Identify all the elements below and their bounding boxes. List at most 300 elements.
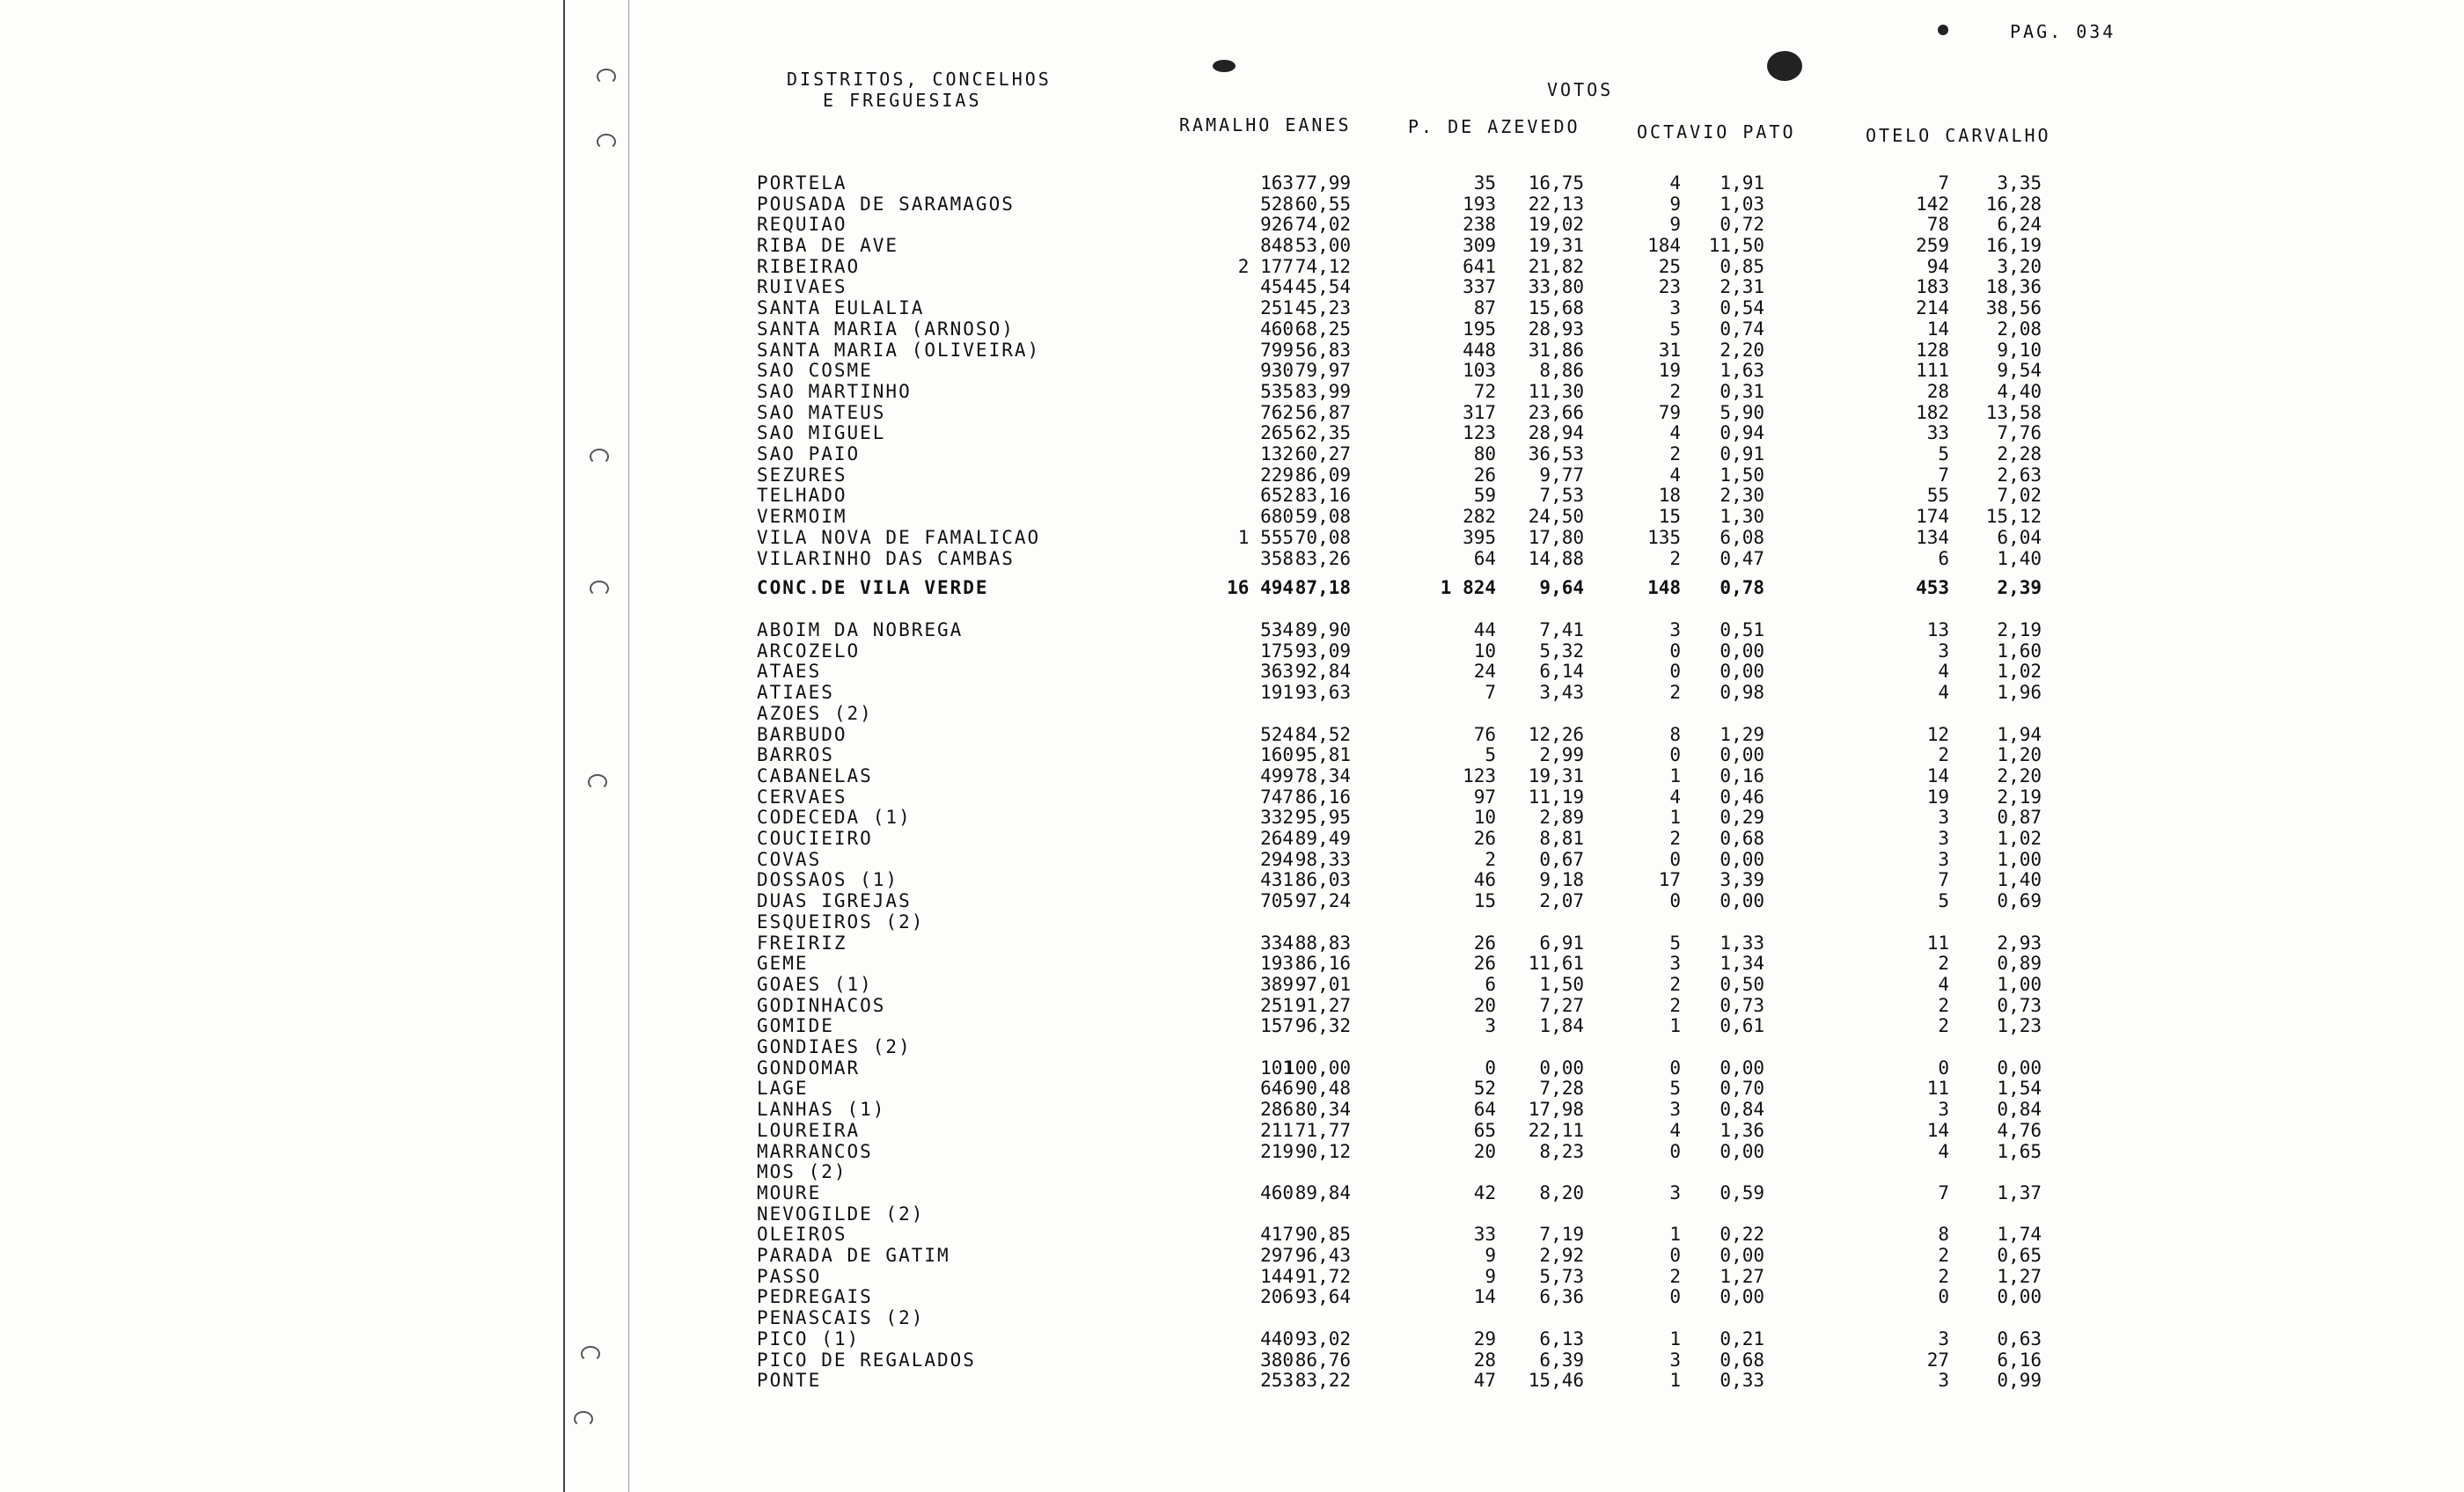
otelo-carvalho-votes: 3: [1938, 640, 1949, 662]
ramalho-eanes-votes: 762: [1260, 402, 1294, 423]
octavio-pato-votes: 2: [1669, 682, 1681, 703]
azevedo-percent: 14,88: [1528, 548, 1584, 569]
otelo-carvalho-percent: 9,10: [1997, 340, 2042, 361]
octavio-pato-votes: 0: [1669, 640, 1681, 662]
table-row: [0, 1349, 2464, 1371]
octavio-pato-percent: 0,22: [1720, 1224, 1764, 1245]
ramalho-eanes-percent: 78,34: [1294, 765, 1351, 786]
azevedo-votes: 42: [1473, 1182, 1496, 1203]
freguesia-name: VERMOIM: [757, 506, 847, 527]
octavio-pato-percent: 1,63: [1720, 360, 1764, 381]
azevedo-votes: 395: [1463, 527, 1496, 548]
otelo-carvalho-votes: 182: [1916, 402, 1949, 423]
azevedo-percent: 0,67: [1539, 849, 1584, 870]
header-ramalho-eanes: RAMALHO EANES: [1179, 114, 1352, 135]
freguesia-name: GONDIAES (2): [757, 1036, 912, 1057]
freguesia-name: ATIAES: [757, 682, 834, 703]
azevedo-votes: 65: [1473, 1120, 1496, 1141]
azevedo-percent: 7,41: [1539, 619, 1584, 640]
octavio-pato-votes: 31: [1658, 340, 1681, 361]
ramalho-eanes-percent: 90,85: [1294, 1224, 1351, 1245]
otelo-carvalho-percent: 1,40: [1997, 869, 2042, 890]
azevedo-percent: 17,98: [1528, 1099, 1584, 1120]
azevedo-percent: 7,53: [1539, 485, 1584, 506]
otelo-carvalho-percent: 0,69: [1997, 890, 2042, 911]
freguesia-name: ABOIM DA NOBREGA: [757, 619, 964, 640]
azevedo-percent: 21,82: [1528, 256, 1584, 277]
otelo-carvalho-votes: 11: [1926, 1078, 1949, 1099]
azevedo-votes: 448: [1463, 340, 1496, 361]
azevedo-votes: 193: [1463, 194, 1496, 215]
ramalho-eanes-percent: 93,02: [1294, 1328, 1351, 1349]
azevedo-votes: 641: [1463, 256, 1496, 277]
ramalho-eanes-votes: 193: [1260, 953, 1294, 974]
freguesia-name: SAO MATEUS: [757, 402, 886, 423]
azevedo-percent: 2,89: [1539, 807, 1584, 828]
octavio-pato-votes: 2: [1669, 995, 1681, 1016]
freguesia-name: VILARINHO DAS CAMBAS: [757, 548, 1015, 569]
otelo-carvalho-percent: 2,19: [1997, 619, 2042, 640]
freguesia-name: ESQUEIROS (2): [757, 911, 925, 933]
otelo-carvalho-percent: 3,35: [1997, 172, 2042, 194]
punch-hole: [597, 69, 616, 84]
freguesia-name: SANTA MARIA (ARNOSO): [757, 318, 1015, 340]
ramalho-eanes-percent: 87,18: [1294, 577, 1351, 598]
otelo-carvalho-votes: 2: [1938, 1015, 1949, 1036]
table-row: [0, 276, 2464, 297]
ramalho-eanes-percent: 79,97: [1294, 360, 1351, 381]
azevedo-percent: 12,26: [1528, 724, 1584, 745]
azevedo-votes: 52: [1473, 1078, 1496, 1099]
azevedo-percent: 2,07: [1539, 890, 1584, 911]
azevedo-votes: 72: [1473, 381, 1496, 402]
table-row: [0, 1245, 2464, 1266]
table-row: [0, 1057, 2464, 1079]
freguesia-name: PORTELA: [757, 172, 847, 194]
table-row: [0, 1036, 2464, 1057]
otelo-carvalho-percent: 0,73: [1997, 995, 2042, 1016]
otelo-carvalho-percent: 6,24: [1997, 214, 2042, 235]
ramalho-eanes-votes: 926: [1260, 214, 1294, 235]
ramalho-eanes-percent: 86,16: [1294, 953, 1351, 974]
otelo-carvalho-percent: 1,00: [1997, 974, 2042, 995]
octavio-pato-votes: 4: [1669, 1120, 1681, 1141]
ramalho-eanes-percent: 56,87: [1294, 402, 1351, 423]
ramalho-eanes-percent: 59,08: [1294, 506, 1351, 527]
otelo-carvalho-percent: 1,37: [1997, 1182, 2042, 1203]
otelo-carvalho-percent: 9,54: [1997, 360, 2042, 381]
octavio-pato-votes: 2: [1669, 443, 1681, 464]
table-row: [0, 1120, 2464, 1141]
otelo-carvalho-votes: 2: [1938, 995, 1949, 1016]
octavio-pato-percent: 0,21: [1720, 1328, 1764, 1349]
ramalho-eanes-votes: 219: [1260, 1141, 1294, 1162]
ramalho-eanes-percent: 89,49: [1294, 828, 1351, 849]
table-row: [0, 1370, 2464, 1391]
otelo-carvalho-votes: 128: [1916, 340, 1949, 361]
octavio-pato-percent: 3,39: [1720, 869, 1764, 890]
otelo-carvalho-votes: 111: [1916, 360, 1949, 381]
otelo-carvalho-percent: 0,00: [1997, 1286, 2042, 1307]
freguesia-name: GOAES (1): [757, 974, 873, 995]
ramalho-eanes-votes: 265: [1260, 422, 1294, 443]
otelo-carvalho-percent: 0,84: [1997, 1099, 2042, 1120]
azevedo-percent: 15,46: [1528, 1370, 1584, 1391]
freguesia-name: ARCOZELO: [757, 640, 861, 662]
ramalho-eanes-votes: 251: [1260, 995, 1294, 1016]
octavio-pato-percent: 0,85: [1720, 256, 1764, 277]
freguesia-name: GEME: [757, 953, 809, 974]
freguesia-name: DOSSAOS (1): [757, 869, 899, 890]
ramalho-eanes-votes: 157: [1260, 1015, 1294, 1036]
octavio-pato-percent: 0,54: [1720, 297, 1764, 318]
octavio-pato-percent: 0,00: [1720, 1057, 1764, 1079]
table-row: [0, 1286, 2464, 1307]
octavio-pato-percent: 0,91: [1720, 443, 1764, 464]
table-row: [0, 1328, 2464, 1349]
table-row: [0, 527, 2464, 548]
octavio-pato-votes: 2: [1669, 548, 1681, 569]
table-row: [0, 172, 2464, 194]
freguesia-name: REQUIAO: [757, 214, 847, 235]
azevedo-votes: 1 824: [1440, 577, 1496, 598]
octavio-pato-percent: 0,70: [1720, 1078, 1764, 1099]
otelo-carvalho-votes: 7: [1938, 869, 1949, 890]
ramalho-eanes-percent: 86,16: [1294, 786, 1351, 808]
otelo-carvalho-percent: 0,87: [1997, 807, 2042, 828]
octavio-pato-percent: 0,16: [1720, 765, 1764, 786]
ramalho-eanes-percent: 71,77: [1294, 1120, 1351, 1141]
azevedo-percent: 0,00: [1539, 1057, 1584, 1079]
freguesia-name: RIBEIRAO: [757, 256, 861, 277]
octavio-pato-percent: 6,08: [1720, 527, 1764, 548]
otelo-carvalho-percent: 2,28: [1997, 443, 2042, 464]
freguesia-name: RUIVAES: [757, 276, 847, 297]
otelo-carvalho-percent: 18,36: [1985, 276, 2042, 297]
octavio-pato-percent: 0,00: [1720, 1141, 1764, 1162]
octavio-pato-percent: 0,68: [1720, 1349, 1764, 1371]
ink-blot: [1767, 51, 1802, 81]
azevedo-votes: 10: [1473, 807, 1496, 828]
otelo-carvalho-percent: 6,04: [1997, 527, 2042, 548]
table-row: [0, 422, 2464, 443]
octavio-pato-votes: 1: [1669, 1224, 1681, 1245]
octavio-pato-percent: 0,46: [1720, 786, 1764, 808]
ink-dot: [1938, 25, 1948, 35]
octavio-pato-votes: 0: [1669, 849, 1681, 870]
octavio-pato-percent: 0,00: [1720, 640, 1764, 662]
azevedo-votes: 123: [1463, 422, 1496, 443]
freguesia-name: NEVOGILDE (2): [757, 1203, 925, 1225]
octavio-pato-votes: 3: [1669, 1182, 1681, 1203]
ramalho-eanes-votes: 680: [1260, 506, 1294, 527]
ramalho-eanes-percent: 60,55: [1294, 194, 1351, 215]
octavio-pato-percent: 0,50: [1720, 974, 1764, 995]
ramalho-eanes-votes: 389: [1260, 974, 1294, 995]
otelo-carvalho-percent: 7,02: [1997, 485, 2042, 506]
table-row: [0, 911, 2464, 933]
otelo-carvalho-percent: 15,12: [1985, 506, 2042, 527]
octavio-pato-votes: 25: [1658, 256, 1681, 277]
ramalho-eanes-votes: 132: [1260, 443, 1294, 464]
header-left-line2: E FREGUESIAS: [823, 90, 982, 111]
azevedo-votes: 64: [1473, 548, 1496, 569]
octavio-pato-percent: 0,78: [1720, 577, 1764, 598]
table-row: [0, 786, 2464, 808]
otelo-carvalho-votes: 259: [1916, 235, 1949, 256]
ramalho-eanes-percent: 83,16: [1294, 485, 1351, 506]
freguesia-name: BARROS: [757, 744, 834, 765]
azevedo-votes: 29: [1473, 1328, 1496, 1349]
azevedo-percent: 2,99: [1539, 744, 1584, 765]
octavio-pato-percent: 0,00: [1720, 661, 1764, 682]
azevedo-votes: 15: [1473, 890, 1496, 911]
otelo-carvalho-votes: 55: [1926, 485, 1949, 506]
table-row: [0, 1078, 2464, 1099]
octavio-pato-percent: 0,00: [1720, 1286, 1764, 1307]
page-label: PAG. 034: [2010, 21, 2116, 42]
azevedo-votes: 123: [1463, 765, 1496, 786]
ramalho-eanes-percent: 83,22: [1294, 1370, 1351, 1391]
table-row: [0, 443, 2464, 464]
otelo-carvalho-votes: 4: [1938, 974, 1949, 995]
otelo-carvalho-percent: 7,76: [1997, 422, 2042, 443]
octavio-pato-percent: 1,33: [1720, 933, 1764, 954]
otelo-carvalho-votes: 3: [1938, 807, 1949, 828]
ramalho-eanes-votes: 431: [1260, 869, 1294, 890]
octavio-pato-percent: 0,84: [1720, 1099, 1764, 1120]
ramalho-eanes-percent: 89,90: [1294, 619, 1351, 640]
azevedo-votes: 9: [1485, 1245, 1496, 1266]
azevedo-votes: 76: [1473, 724, 1496, 745]
otelo-carvalho-votes: 7: [1938, 464, 1949, 486]
table-row: [0, 194, 2464, 215]
otelo-carvalho-votes: 2: [1938, 953, 1949, 974]
azevedo-percent: 11,61: [1528, 953, 1584, 974]
otelo-carvalho-percent: 1,94: [1997, 724, 2042, 745]
freguesia-name: DUAS IGREJAS: [757, 890, 912, 911]
ramalho-eanes-percent: 77,99: [1294, 172, 1351, 194]
ramalho-eanes-votes: 460: [1260, 1182, 1294, 1203]
otelo-carvalho-votes: 453: [1916, 577, 1949, 598]
azevedo-percent: 5,73: [1539, 1266, 1584, 1287]
octavio-pato-votes: 9: [1669, 214, 1681, 235]
otelo-carvalho-votes: 174: [1916, 506, 1949, 527]
octavio-pato-percent: 1,91: [1720, 172, 1764, 194]
ramalho-eanes-votes: 2 177: [1237, 256, 1294, 277]
octavio-pato-votes: 15: [1658, 506, 1681, 527]
freguesia-name: GONDOMAR: [757, 1057, 861, 1079]
header-votos: VOTOS: [1547, 79, 1614, 100]
octavio-pato-votes: 5: [1669, 1078, 1681, 1099]
octavio-pato-percent: 0,33: [1720, 1370, 1764, 1391]
otelo-carvalho-percent: 13,58: [1985, 402, 2042, 423]
otelo-carvalho-percent: 1,40: [1997, 548, 2042, 569]
table-row: [0, 297, 2464, 318]
ramalho-eanes-percent: 84,52: [1294, 724, 1351, 745]
azevedo-percent: 6,14: [1539, 661, 1584, 682]
azevedo-percent: 15,68: [1528, 297, 1584, 318]
azevedo-percent: 9,18: [1539, 869, 1584, 890]
table-row: [0, 765, 2464, 786]
freguesia-name: MOS (2): [757, 1161, 847, 1182]
otelo-carvalho-votes: 3: [1938, 828, 1949, 849]
table-row: [0, 724, 2464, 745]
ramalho-eanes-votes: 380: [1260, 1349, 1294, 1371]
azevedo-percent: 11,30: [1528, 381, 1584, 402]
azevedo-votes: 337: [1463, 276, 1496, 297]
freguesia-name: SANTA MARIA (OLIVEIRA): [757, 340, 1041, 361]
ramalho-eanes-votes: 286: [1260, 1099, 1294, 1120]
ramalho-eanes-votes: 535: [1260, 381, 1294, 402]
otelo-carvalho-votes: 78: [1926, 214, 1949, 235]
freguesia-name: COVAS: [757, 849, 822, 870]
octavio-pato-percent: 1,29: [1720, 724, 1764, 745]
octavio-pato-votes: 1: [1669, 1015, 1681, 1036]
ramalho-eanes-votes: 848: [1260, 235, 1294, 256]
azevedo-percent: 22,11: [1528, 1120, 1584, 1141]
octavio-pato-percent: 11,50: [1708, 235, 1764, 256]
otelo-carvalho-percent: 1,96: [1997, 682, 2042, 703]
table-row: [0, 1203, 2464, 1225]
ramalho-eanes-votes: 1 555: [1237, 527, 1294, 548]
ramalho-eanes-percent: 45,23: [1294, 297, 1351, 318]
header-p-de-azevedo: P. DE AZEVEDO: [1408, 116, 1580, 137]
ramalho-eanes-votes: 747: [1260, 786, 1294, 808]
azevedo-percent: 8,23: [1539, 1141, 1584, 1162]
octavio-pato-percent: 2,30: [1720, 485, 1764, 506]
otelo-carvalho-votes: 4: [1938, 661, 1949, 682]
table-row: [0, 974, 2464, 995]
ramalho-eanes-votes: 652: [1260, 485, 1294, 506]
ramalho-eanes-votes: 334: [1260, 933, 1294, 954]
azevedo-votes: 10: [1473, 640, 1496, 662]
freguesia-name: BARBUDO: [757, 724, 847, 745]
freguesia-name: CONC.DE VILA VERDE: [757, 577, 989, 598]
otelo-carvalho-votes: 7: [1938, 172, 1949, 194]
otelo-carvalho-percent: 0,65: [1997, 1245, 2042, 1266]
freguesia-name: PASSO: [757, 1266, 822, 1287]
ramalho-eanes-votes: 175: [1260, 640, 1294, 662]
azevedo-percent: 31,86: [1528, 340, 1584, 361]
otelo-carvalho-votes: 14: [1926, 765, 1949, 786]
azevedo-votes: 46: [1473, 869, 1496, 890]
octavio-pato-percent: 0,00: [1720, 849, 1764, 870]
ramalho-eanes-votes: 101: [1260, 1057, 1294, 1079]
azevedo-votes: 309: [1463, 235, 1496, 256]
table-row: [0, 1307, 2464, 1328]
ramalho-eanes-votes: 253: [1260, 1370, 1294, 1391]
otelo-carvalho-votes: 27: [1926, 1349, 1949, 1371]
ramalho-eanes-votes: 297: [1260, 1245, 1294, 1266]
octavio-pato-percent: 2,31: [1720, 276, 1764, 297]
otelo-carvalho-percent: 2,63: [1997, 464, 2042, 486]
freguesia-name: PARADA DE GATIM: [757, 1245, 950, 1266]
freguesia-name: SAO MARTINHO: [757, 381, 912, 402]
ramalho-eanes-votes: 16 494: [1227, 577, 1294, 598]
octavio-pato-votes: 184: [1647, 235, 1681, 256]
azevedo-percent: 9,77: [1539, 464, 1584, 486]
ramalho-eanes-votes: 163: [1260, 172, 1294, 194]
concelho-total-row: [0, 577, 2464, 598]
otelo-carvalho-percent: 4,40: [1997, 381, 2042, 402]
octavio-pato-percent: 0,00: [1720, 744, 1764, 765]
otelo-carvalho-votes: 33: [1926, 422, 1949, 443]
table-row: [0, 953, 2464, 974]
azevedo-percent: 28,94: [1528, 422, 1584, 443]
otelo-carvalho-votes: 14: [1926, 318, 1949, 340]
azevedo-percent: 1,50: [1539, 974, 1584, 995]
ramalho-eanes-percent: 74,02: [1294, 214, 1351, 235]
freguesia-name: CABANELAS: [757, 765, 873, 786]
ramalho-eanes-votes: 363: [1260, 661, 1294, 682]
otelo-carvalho-votes: 134: [1916, 527, 1949, 548]
otelo-carvalho-percent: 6,16: [1997, 1349, 2042, 1371]
table-row: [0, 703, 2464, 724]
otelo-carvalho-percent: 2,20: [1997, 765, 2042, 786]
octavio-pato-percent: 1,34: [1720, 953, 1764, 974]
ramalho-eanes-percent: 90,12: [1294, 1141, 1351, 1162]
otelo-carvalho-percent: 1,00: [1997, 849, 2042, 870]
freguesia-name: MOURE: [757, 1182, 822, 1203]
octavio-pato-percent: 0,00: [1720, 890, 1764, 911]
octavio-pato-percent: 0,47: [1720, 548, 1764, 569]
octavio-pato-votes: 19: [1658, 360, 1681, 381]
azevedo-votes: 2: [1485, 849, 1496, 870]
ink-blot: [1213, 60, 1236, 72]
octavio-pato-votes: 3: [1669, 1349, 1681, 1371]
freguesia-name: TELHADO: [757, 485, 847, 506]
table-row: [0, 661, 2464, 682]
otelo-carvalho-percent: 2,39: [1997, 577, 2042, 598]
ramalho-eanes-percent: 86,76: [1294, 1349, 1351, 1371]
ramalho-eanes-percent: 83,99: [1294, 381, 1351, 402]
ramalho-eanes-votes: 440: [1260, 1328, 1294, 1349]
ramalho-eanes-percent: 70,08: [1294, 527, 1351, 548]
octavio-pato-votes: 17: [1658, 869, 1681, 890]
ramalho-eanes-percent: 80,34: [1294, 1099, 1351, 1120]
azevedo-percent: 8,86: [1539, 360, 1584, 381]
azevedo-percent: 6,36: [1539, 1286, 1584, 1307]
otelo-carvalho-votes: 5: [1938, 443, 1949, 464]
table-row: [0, 485, 2464, 506]
freguesia-name: VILA NOVA DE FAMALICAO: [757, 527, 1041, 548]
azevedo-votes: 33: [1473, 1224, 1496, 1245]
azevedo-votes: 5: [1485, 744, 1496, 765]
otelo-carvalho-percent: 1,65: [1997, 1141, 2042, 1162]
otelo-carvalho-votes: 2: [1938, 1245, 1949, 1266]
table-row: [0, 318, 2464, 340]
table-row: [0, 1099, 2464, 1120]
otelo-carvalho-votes: 142: [1916, 194, 1949, 215]
freguesia-name: LAGE: [757, 1078, 809, 1099]
ramalho-eanes-percent: 95,95: [1294, 807, 1351, 828]
azevedo-votes: 6: [1485, 974, 1496, 995]
azevedo-percent: 8,20: [1539, 1182, 1584, 1203]
freguesia-name: COUCIEIRO: [757, 828, 873, 849]
otelo-carvalho-votes: 4: [1938, 682, 1949, 703]
otelo-carvalho-percent: 1,02: [1997, 661, 2042, 682]
azevedo-votes: 59: [1473, 485, 1496, 506]
table-row: [0, 340, 2464, 361]
octavio-pato-percent: 0,74: [1720, 318, 1764, 340]
otelo-carvalho-percent: 16,19: [1985, 235, 2042, 256]
ramalho-eanes-votes: 499: [1260, 765, 1294, 786]
otelo-carvalho-percent: 3,20: [1997, 256, 2042, 277]
freguesia-name: PICO DE REGALADOS: [757, 1349, 976, 1371]
punch-hole: [574, 1411, 593, 1427]
azevedo-percent: 8,81: [1539, 828, 1584, 849]
